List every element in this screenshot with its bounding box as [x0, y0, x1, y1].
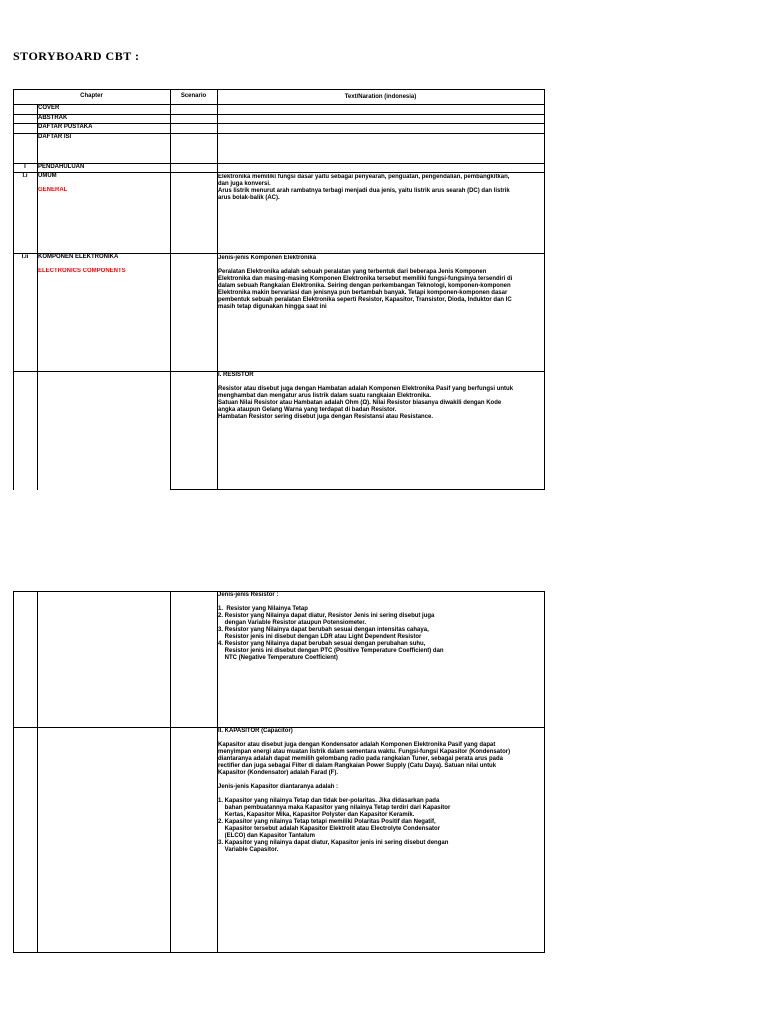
grid-line — [37, 104, 38, 490]
grid-line — [170, 591, 171, 953]
header-chapter: Chapter — [80, 93, 103, 99]
kapasitor-narration: II. KAPASITOR (Capacitor) Kapasitor atau disebut juga dengan Kondensator adalah Komponen Elektronika Pasif yang dapat menyimpan energi atau muatan listrik dalam sementara waktu. Fungsi-fungsi Kapasitor (Kondensator) diantaranya adalah dapat memilih gelombang radio pada rangkaian Tuner, sebagai perata arus pada rectifier dan juga sebagai Filter di dalam Rangkaian Power Supply (Catu Daya). Satuan nilai untuk Kapasitor (Kondensator) adalah Farad (F). Jenis-jenis Kapasitor diantaranya adalah : 1. Kapasitor yang nilainya Tetap dan tidak ber-polaritas. Jika didasarkan pada bahan pembuatannya maka Kapasitor yang nilainya Tetap terdiri dari Kapasitor Kertas, Kapasitor Mika, Kapasitor Polyster dan Kapasitor Keramik. 2. Kapasitor yang nilainya Tetap tetapi memiliki Polaritas Positif dan Negatif, Kapasitor tersebut adalah Kapasitor Elektrolit atau Electrolyte Condensator (ELCO) dan Kapasitor Tantalum 3. Kapasitor yang nilainya dapat diatur, Kapasitor jenis ini sering disebut dengan Variable Capasitor. — [218, 728, 511, 853]
grid-line — [544, 591, 545, 953]
row-daftar-pustaka: DAFTAR PUSTAKA — [38, 124, 93, 130]
umum-narration: Elektronika memiliki fungsi dasar yaitu sebagai penyearah, penguatan, pengendalian, pembangkitkan, dan juga konversi. Arus listrik menurut arah rambatnya terbagi menjadi dua jenis, yaitu listrik arus searah (DC) dan listrik arus bolak-balik (AC). — [218, 174, 510, 201]
row-komponen: KOMPONEN ELEKTRONIKA — [38, 254, 119, 260]
header-text-narration: Text/Naration (indonesia) — [344, 94, 417, 100]
storyboard-title: STORYBOARD CBT : — [13, 49, 140, 63]
jenis-resistor-narration: Jenis-jenis Resistor : 1. Resistor yang Nilainya Tetap 2. Resistor yang Nilainya dapat diatur, Resistor Jenis ini sering disebut juga dengan Variable Resistor ataupun Potensiometer. 3. Resistor yang Nilainya dapat berubah sesuai dengan intensitas cahaya, Resistor jenis ini disebut dengan LDR atau Light Dependent Resistor 4. Resistor yang Nilainya dapat berubah sesuai dengan perubahan suhu, Resistor jenis ini disebut dengan PTC (Positive Temperature Coefficient) dan NTC (Negative Temperature Coefficient) — [218, 592, 444, 661]
row-number: I — [24, 164, 26, 170]
grid-line — [13, 133, 545, 134]
komponen-narration: Jenis-jenis Komponen Elektronika Peralatan Elektronika adalah sebuah peralatan yang terbentuk dari beberapa Jenis Komponen Elektronika dan masing-masing Komponen Elektronika tersebut memiliki fungsi-fungsinya tersendiri di dalam sebuah Rangkaian Elektronika. Seiring dengan perkembangan Teknologi, komponen-komponen Elektronika makin bervariasi dan jenisnya pun bertambah banyak. Tetapi komponen-komponen dasar pembentuk sebuah peralatan Elektronika seperti Resistor, Kapasitor, Transistor, Dioda, Induktor dan IC masih tetap digunakan hingga saat ini — [218, 255, 513, 310]
grid-line — [13, 114, 545, 115]
grid-line — [13, 163, 545, 164]
grid-line — [13, 89, 14, 490]
row-umum: UMUM — [38, 173, 57, 179]
row-pendahuluan: PENDAHULUAN — [38, 164, 85, 170]
grid-line — [37, 591, 38, 953]
grid-line — [13, 104, 545, 105]
grid-line — [13, 89, 545, 90]
grid-line — [13, 591, 14, 953]
row-abstrak: ABSTRAK — [38, 115, 68, 121]
grid-line — [13, 123, 545, 124]
grid-line — [13, 952, 545, 953]
row-cover: COVER — [38, 105, 60, 111]
row-umum-english: GENERAL — [38, 187, 68, 193]
resistor-narration: I. RESISTOR Resistor atau disebut juga dengan Hambatan adalah Komponen Elektronika Pasif yang berfungsi untuk menghambat dan mengatur arus listrik dalam suatu rangkaian Elektronika. Satuan Nilai Resistor atau Hambatan adalah Ohm (Ω). Nilai Resistor biasanya diwakili dengan Kode angka ataupun Gelang Warna yang terdapat di badan Resistor. Hambatan Resistor sering disebut juga dengan Resistansi atau Resistance. — [218, 372, 514, 420]
row-daftar-isi: DAFTAR ISI — [38, 134, 72, 140]
grid-line — [544, 89, 545, 490]
row-komponen-english: ELECTRONICS COMPONENTS — [38, 268, 126, 274]
grid-line — [170, 489, 545, 490]
row-number: I.i — [22, 173, 28, 179]
header-scenario: Scenario — [180, 93, 207, 99]
grid-line — [170, 89, 171, 490]
grid-line — [13, 172, 545, 173]
row-number: I.ii — [21, 254, 29, 260]
